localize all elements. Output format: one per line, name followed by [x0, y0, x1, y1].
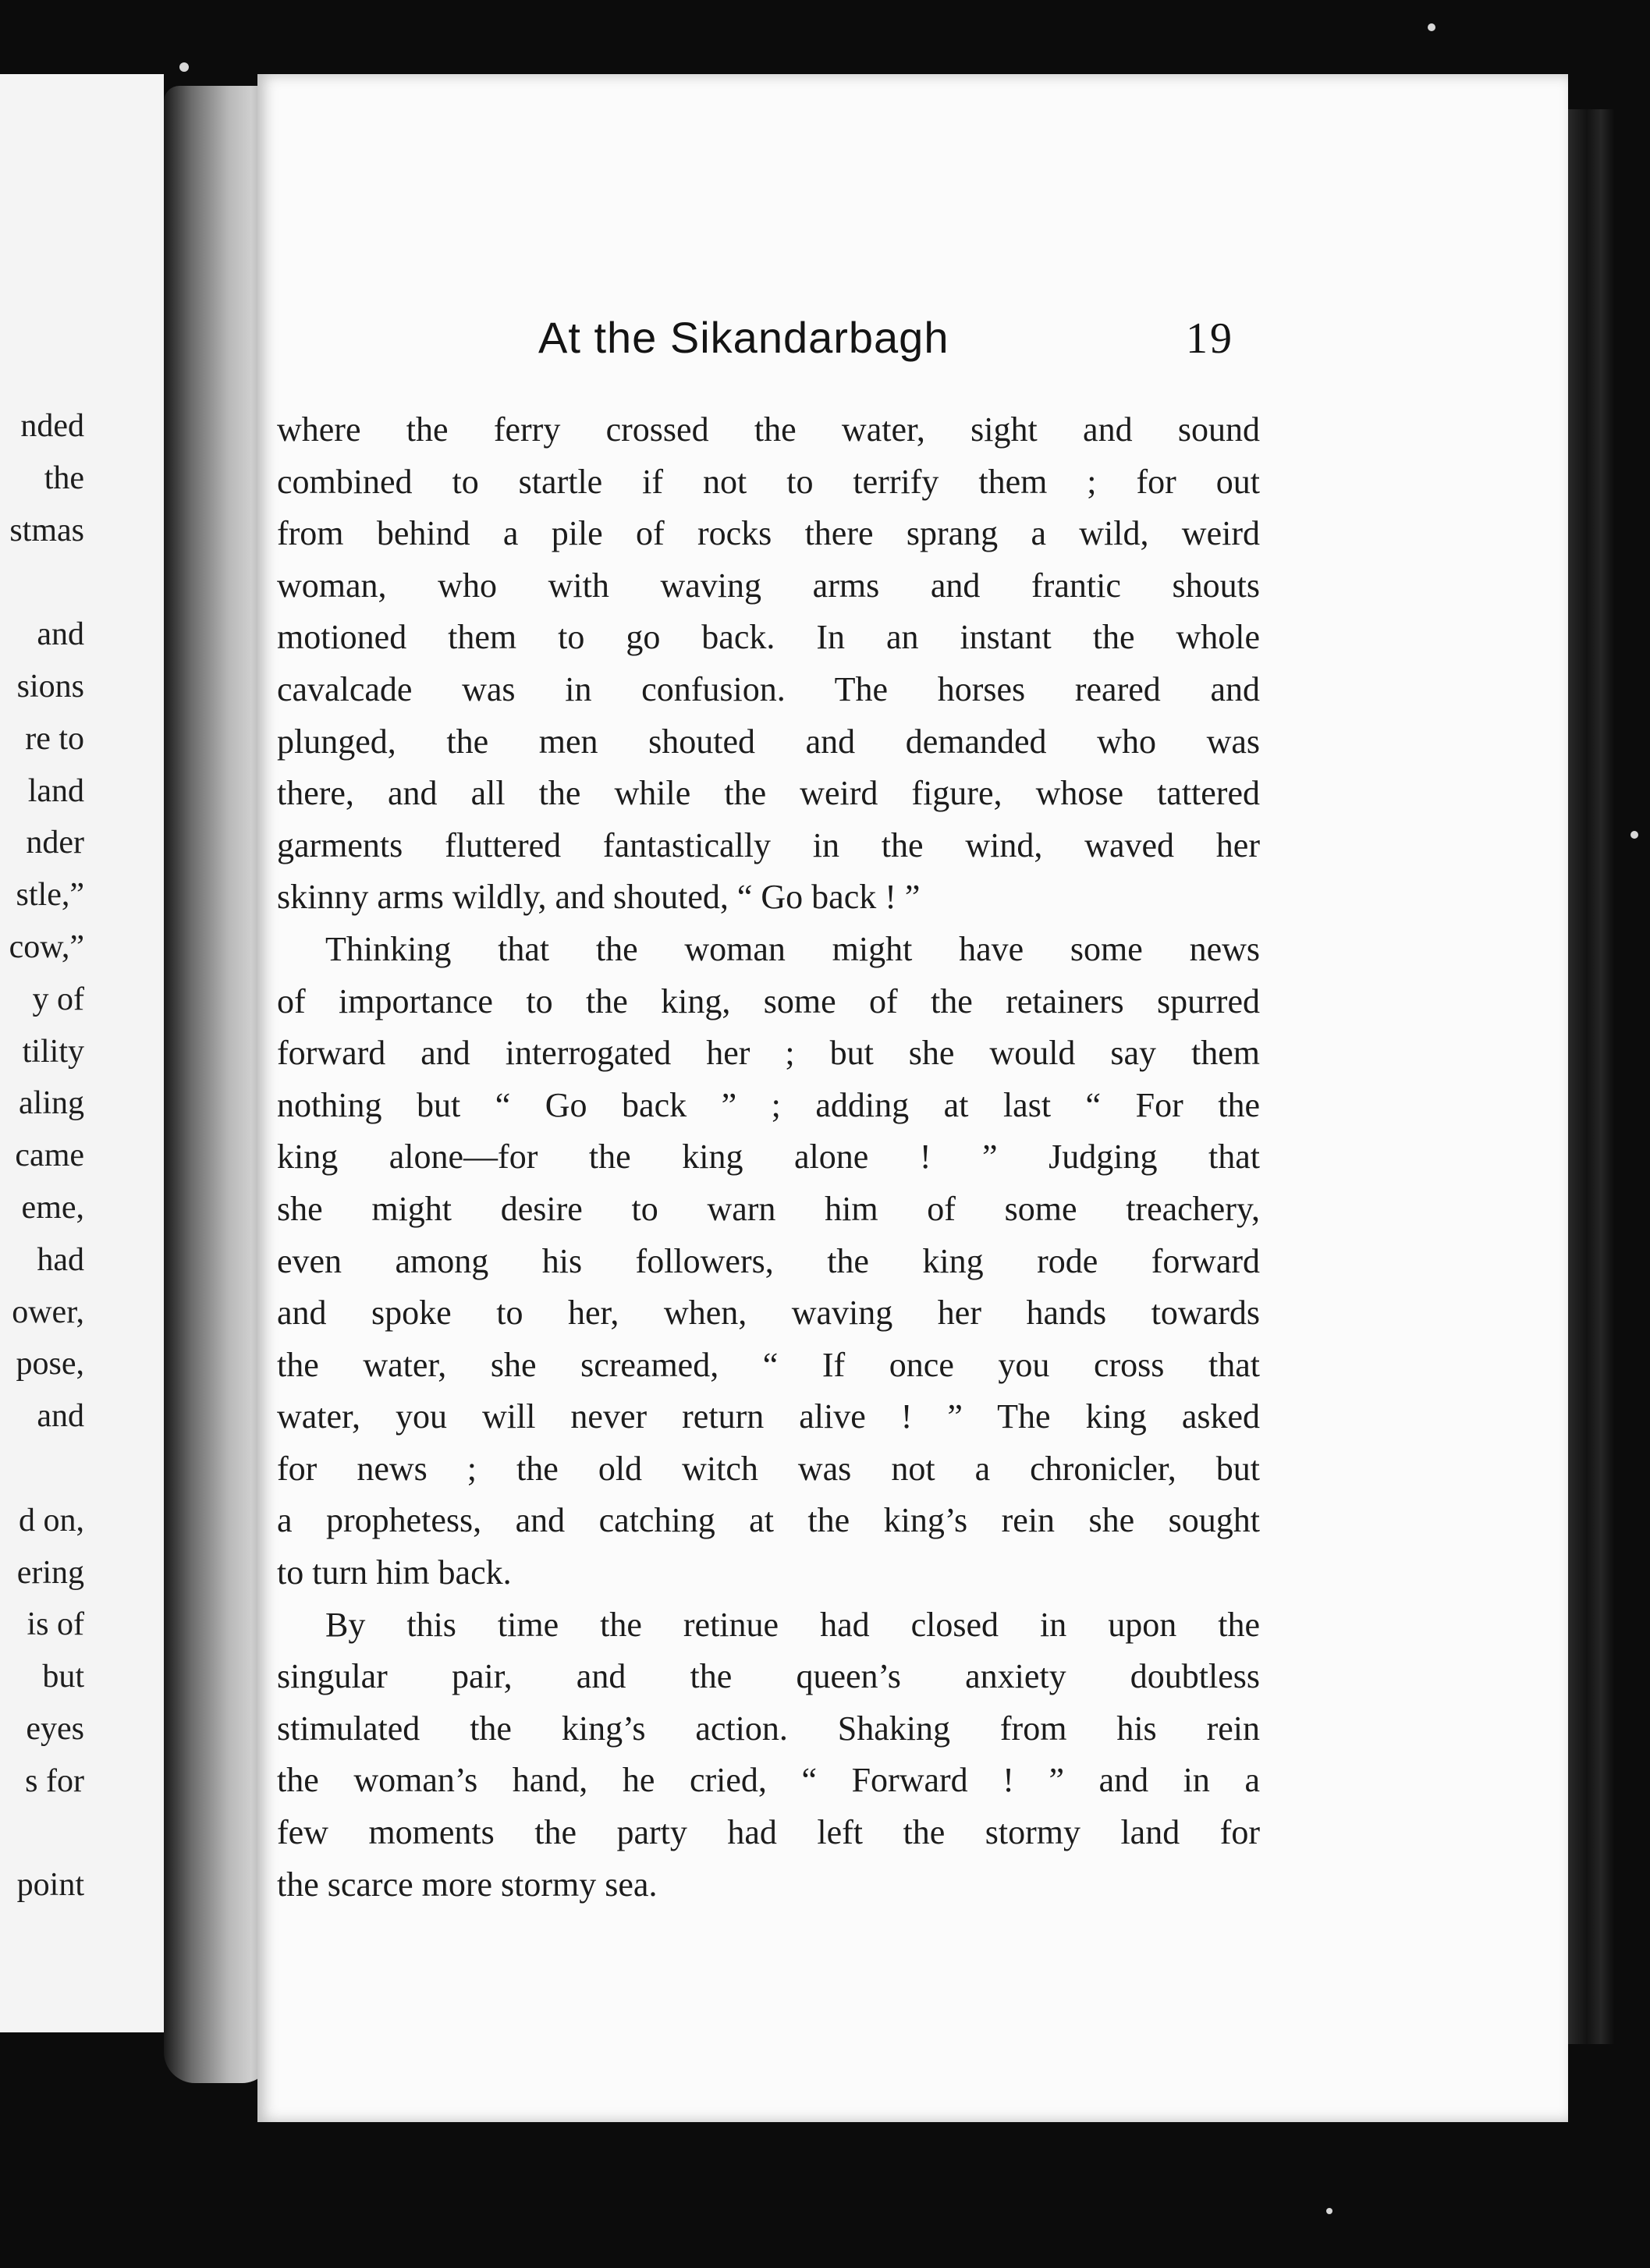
- facing-page-left: [0, 74, 164, 2032]
- scan-speck: [1630, 831, 1638, 839]
- facing-page-line: eyes: [26, 1710, 84, 1747]
- text-line: motioned them to go back. In an instant the whole: [277, 618, 1260, 657]
- text-line: woman, who with waving arms and frantic shouts: [277, 566, 1260, 605]
- facing-page-line: pose,: [16, 1346, 84, 1382]
- text-line: she might desire to warn him of some treachery,: [277, 1189, 1260, 1228]
- facing-page-line: but: [42, 1659, 84, 1695]
- scan-speck: [1428, 23, 1435, 31]
- book-gutter: [164, 86, 273, 2083]
- text-line: the woman’s hand, he cried, “ Forward ! ” and in a: [277, 1761, 1260, 1800]
- text-line: king alone—for the king alone ! ” Judging that: [277, 1138, 1260, 1177]
- facing-page-line: [0, 1443, 84, 1495]
- facing-page-line: y of: [32, 981, 84, 1017]
- text-line: and spoke to her, when, waving her hands towards: [277, 1294, 1260, 1333]
- facing-page-line: aling: [19, 1085, 84, 1122]
- body-text: [277, 404, 1260, 1911]
- paragraph: [277, 1599, 1260, 1911]
- text-line: nothing but “ Go back ” ; adding at last “ For the: [277, 1085, 1260, 1124]
- facing-page-line: cow,”: [9, 928, 84, 965]
- scan-speck: [179, 62, 189, 72]
- page-number: 19: [1186, 314, 1234, 363]
- text-line: forward and interrogated her ; but she would say them: [277, 1034, 1260, 1073]
- text-line: from behind a pile of rocks there sprang a wild, weird: [277, 514, 1260, 553]
- text-line: there, and all the while the weird figure, whose tattered: [277, 774, 1260, 813]
- facing-page-line: the: [44, 460, 84, 496]
- text-line: the scarce more stormy sea.: [277, 1865, 658, 1904]
- facing-page-line: d on,: [19, 1502, 84, 1539]
- paragraph: [277, 404, 1260, 924]
- facing-page-line: land: [27, 772, 84, 809]
- text-line: where the ferry crossed the water, sight and sound: [277, 410, 1260, 449]
- facing-page-line: re to: [25, 720, 84, 757]
- facing-page-line: had: [37, 1241, 84, 1278]
- facing-page-line: nded: [20, 408, 84, 444]
- text-line: cavalcade was in confusion. The horses reared and: [277, 669, 1260, 708]
- facing-page-line: s for: [25, 1762, 84, 1799]
- facing-page-line: stle,”: [16, 877, 84, 914]
- text-line: stimulated the king’s action. Shaking from his rein: [277, 1709, 1260, 1748]
- text-line: few moments the party had left the stormy land for: [277, 1813, 1260, 1852]
- facing-page-line: came: [15, 1138, 84, 1174]
- page-edge-shadow: [1568, 109, 1615, 2044]
- text-line: for news ; the old witch was not a chronicler, but: [277, 1449, 1260, 1488]
- text-line: the water, she screamed, “ If once you cross that: [277, 1345, 1260, 1384]
- text-line: of importance to the king, some of the retainers spurred: [277, 981, 1260, 1020]
- facing-page-line: tility: [22, 1033, 84, 1070]
- facing-page-line: nder: [26, 825, 84, 861]
- facing-page-line: point: [16, 1867, 84, 1904]
- facing-page-line: is of: [27, 1606, 84, 1643]
- paragraph: [277, 924, 1260, 1599]
- facing-page-line: [0, 1808, 84, 1860]
- facing-page-line: and: [37, 1398, 84, 1435]
- facing-page-line: [0, 556, 84, 609]
- facing-page-line: ower,: [12, 1294, 84, 1330]
- text-line: combined to startle if not to terrify them ; for out: [277, 462, 1260, 501]
- facing-page-line: stmas: [9, 512, 84, 548]
- text-line: By this time the retinue had closed in upon the: [325, 1605, 1260, 1644]
- facing-page-text: [0, 74, 84, 1911]
- text-line: even among his followers, the king rode forward: [277, 1241, 1260, 1280]
- text-line: to turn him back.: [277, 1553, 512, 1592]
- facing-page-line: ering: [16, 1554, 84, 1591]
- running-title: At the Sikandarbagh: [538, 313, 949, 362]
- facing-page-line: and: [37, 616, 84, 653]
- facing-page-line: sions: [16, 668, 84, 705]
- facing-page-line: eme,: [21, 1189, 84, 1226]
- text-line: Thinking that the woman might have some news: [325, 929, 1260, 968]
- text-line: singular pair, and the queen’s anxiety doubtless: [277, 1657, 1260, 1696]
- text-line: garments fluttered fantastically in the wind, waved her: [277, 825, 1260, 864]
- text-line: skinny arms wildly, and shouted, “ Go back ! ”: [277, 878, 921, 917]
- scan-speck: [1326, 2208, 1332, 2214]
- text-line: a prophetess, and catching at the king’s rein she sought: [277, 1501, 1260, 1540]
- text-line: water, you will never return alive ! ” The king asked: [277, 1397, 1260, 1436]
- text-line: plunged, the men shouted and demanded who was: [277, 722, 1260, 761]
